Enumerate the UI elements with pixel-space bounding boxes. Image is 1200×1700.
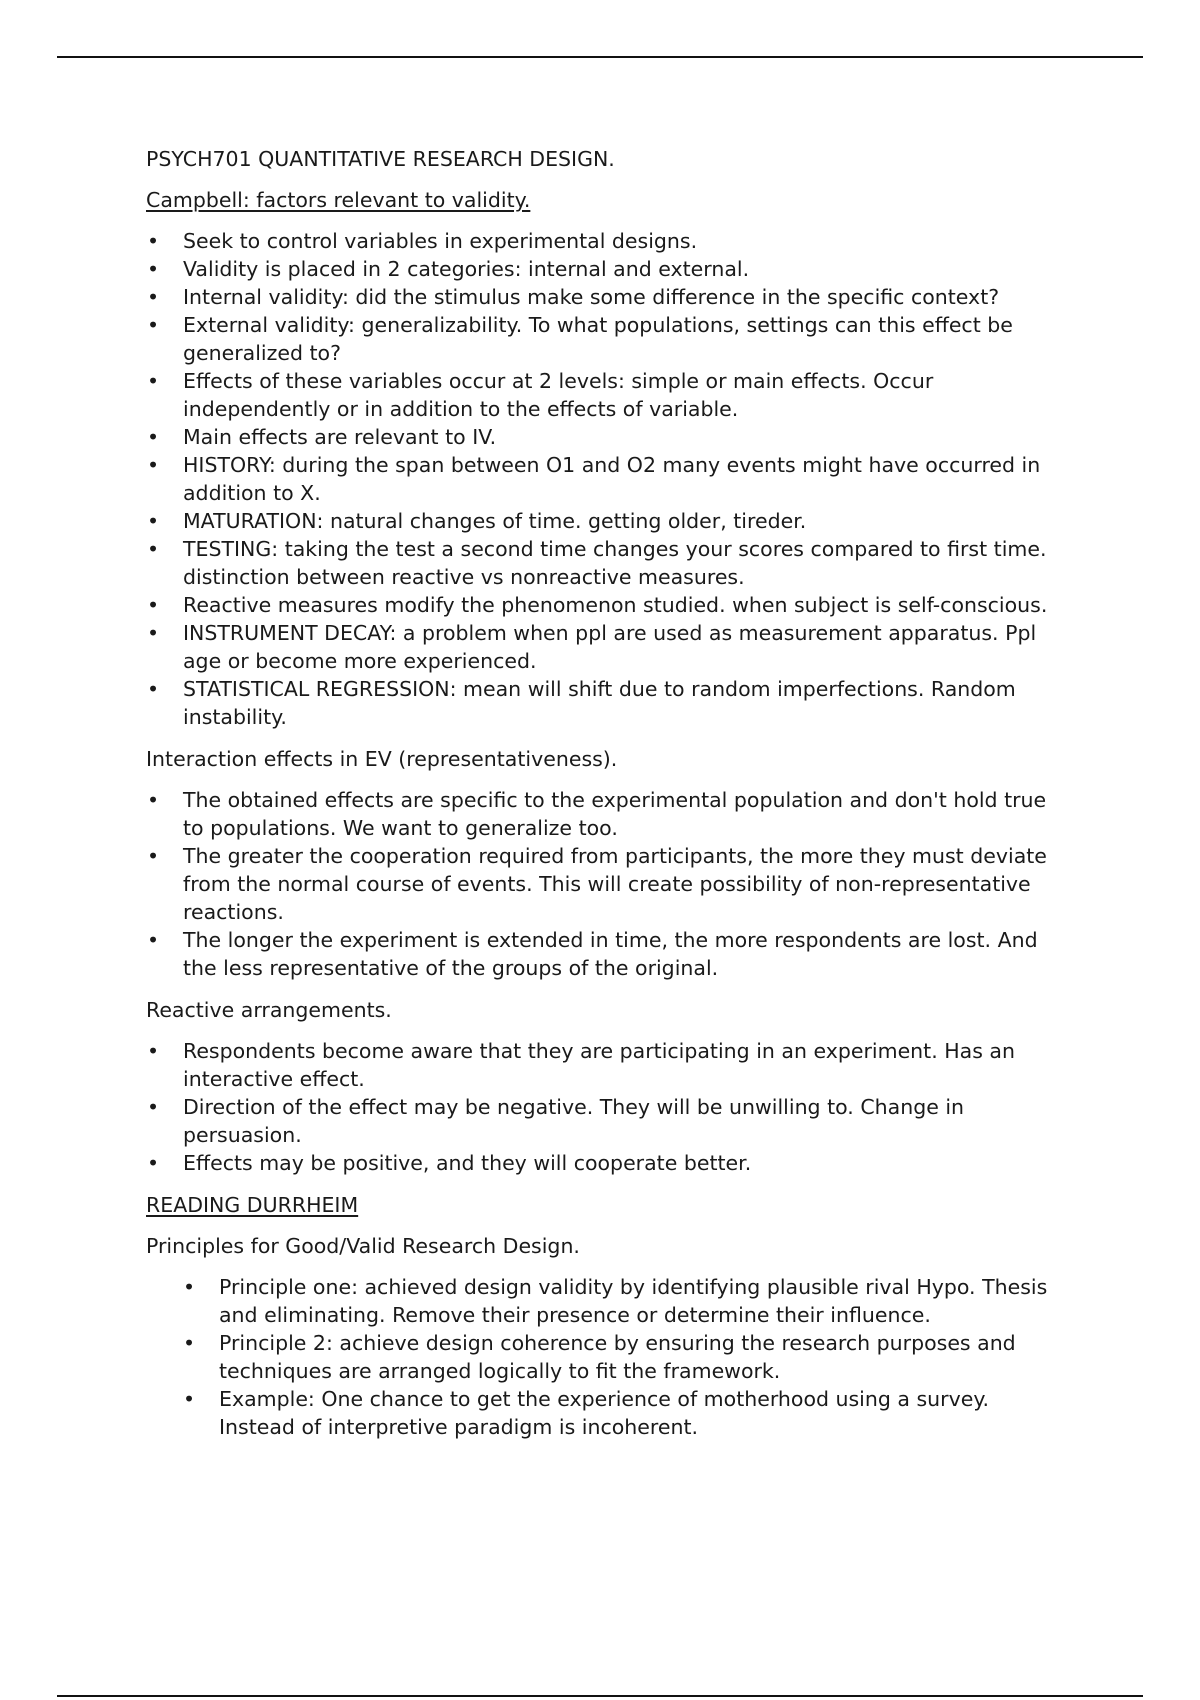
list-item [146, 1273, 1066, 1329]
bullet-icon: • [146, 677, 160, 701]
footer-rule [57, 1695, 1143, 1697]
bullet-icon: • [182, 1387, 196, 1411]
list-item-text: External validity: generalizability. To what populations, settings can this effect be generalized to? [183, 313, 1013, 365]
bullet-icon: • [146, 537, 160, 561]
section-heading: Interaction effects in EV (representativeness). [146, 747, 618, 771]
list-item-text: Principle one: achieved design validity by identifying plausible rival Hypo. Thesis and eliminating. Remove their presence or determine their influence. [219, 1275, 1048, 1327]
bullet-icon: • [146, 425, 160, 449]
list-item-text: STATISTICAL REGRESSION: mean will shift due to random imperfections. Random instability. [183, 677, 1016, 729]
document-body [146, 145, 1066, 1455]
list-item [146, 535, 1066, 591]
list-item [146, 842, 1066, 926]
list-item-text: The longer the experiment is extended in time, the more respondents are lost. And the less representative of the groups of the original. [183, 928, 1038, 980]
document-title: PSYCH701 QUANTITATIVE RESEARCH DESIGN. [146, 147, 615, 171]
list-item-text: Effects may be positive, and they will cooperate better. [183, 1151, 752, 1175]
bullet-icon: • [146, 788, 160, 812]
list-item-text: Seek to control variables in experimental designs. [183, 229, 698, 253]
list-item-text: Respondents become aware that they are participating in an experiment. Has an interactive effect. [183, 1039, 1015, 1091]
list-item [146, 1037, 1066, 1093]
list-item [146, 1385, 1066, 1441]
bullet-list [146, 1273, 1066, 1441]
bullet-icon: • [146, 229, 160, 253]
list-item [146, 1329, 1066, 1385]
bullet-icon: • [146, 1039, 160, 1063]
bullet-icon: • [146, 313, 160, 337]
list-item-text: Validity is placed in 2 categories: internal and external. [183, 257, 750, 281]
list-item [146, 283, 1066, 311]
list-item-text: Direction of the effect may be negative. They will be unwilling to. Change in persuasion. [183, 1095, 965, 1147]
list-item [146, 311, 1066, 367]
bullet-icon: • [182, 1331, 196, 1355]
bullet-icon: • [146, 453, 160, 477]
bullet-icon: • [146, 1151, 160, 1175]
bullet-icon: • [146, 844, 160, 868]
list-item-text: Principle 2: achieve design coherence by ensuring the research purposes and techniques are arranged logically to fit the framework. [219, 1331, 1016, 1383]
bullet-icon: • [146, 509, 160, 533]
bullet-list [146, 1037, 1066, 1177]
section-heading: Campbell: factors relevant to validity. [146, 188, 531, 212]
list-item-text: INSTRUMENT DECAY: a problem when ppl are used as measurement apparatus. Ppl age or become more experienced. [183, 621, 1037, 673]
section-heading: READING DURRHEIM [146, 1193, 359, 1217]
list-item [146, 1093, 1066, 1149]
list-item-text: Effects of these variables occur at 2 levels: simple or main effects. Occur independently or in addition to the effects of variable. [183, 369, 934, 421]
list-item-text: The obtained effects are specific to the experimental population and don't hold true to populations. We want to generalize too. [183, 788, 1047, 840]
bullet-list [146, 786, 1066, 982]
bullet-icon: • [182, 1275, 196, 1299]
list-item [146, 591, 1066, 619]
section-heading: Reactive arrangements. [146, 998, 392, 1022]
list-item [146, 451, 1066, 507]
list-item [146, 619, 1066, 675]
list-item [146, 1149, 1066, 1177]
list-item-text: Internal validity: did the stimulus make some difference in the specific context? [183, 285, 1000, 309]
list-item-text: Main effects are relevant to IV. [183, 425, 497, 449]
bullet-icon: • [146, 928, 160, 952]
bullet-icon: • [146, 285, 160, 309]
list-item [146, 423, 1066, 451]
list-item [146, 507, 1066, 535]
list-item [146, 227, 1066, 255]
list-item-text: TESTING: taking the test a second time changes your scores compared to first time. distinction between reactive vs nonreactive measures. [183, 537, 1047, 589]
bullet-icon: • [146, 593, 160, 617]
list-item-text: Example: One chance to get the experience of motherhood using a survey. Instead of interpretive paradigm is incoherent. [219, 1387, 990, 1439]
list-item [146, 367, 1066, 423]
list-item [146, 786, 1066, 842]
list-item [146, 675, 1066, 731]
section-subheading: Principles for Good/Valid Research Design. [146, 1234, 580, 1258]
header-rule [57, 56, 1143, 58]
bullet-list [146, 227, 1066, 731]
list-item-text: HISTORY: during the span between O1 and O2 many events might have occurred in addition to X. [183, 453, 1041, 505]
bullet-icon: • [146, 369, 160, 393]
list-item [146, 926, 1066, 982]
bullet-icon: • [146, 257, 160, 281]
list-item-text: MATURATION: natural changes of time. getting older, tireder. [183, 509, 807, 533]
list-item [146, 255, 1066, 283]
list-item-text: The greater the cooperation required from participants, the more they must deviate from the normal course of events. This will create possibility of non-representative reactions. [183, 844, 1047, 924]
bullet-icon: • [146, 1095, 160, 1119]
list-item-text: Reactive measures modify the phenomenon studied. when subject is self-conscious. [183, 593, 1048, 617]
bullet-icon: • [146, 621, 160, 645]
